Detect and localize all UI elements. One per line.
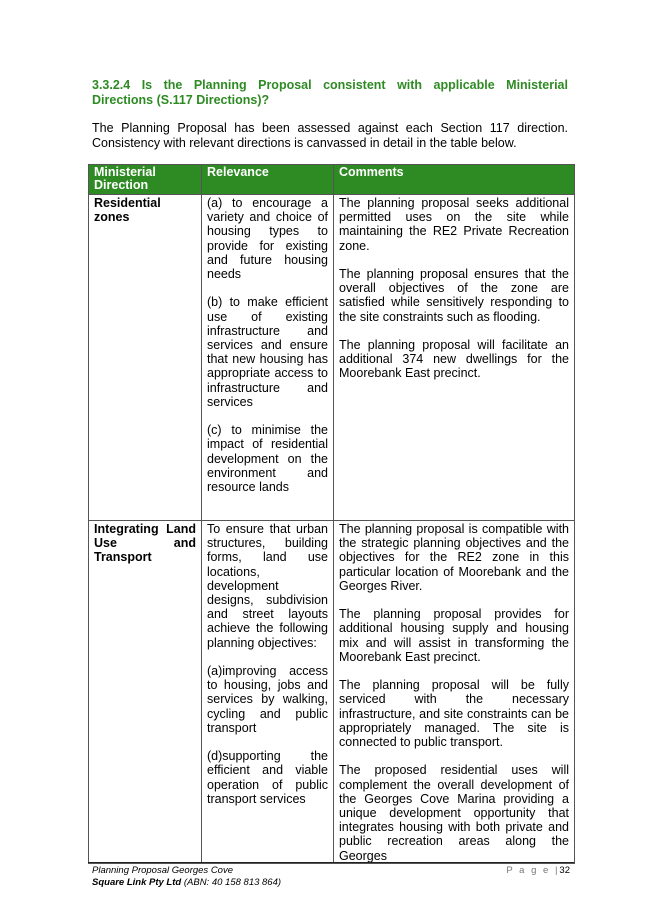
table-header-row — [89, 165, 575, 195]
table-row — [89, 521, 575, 864]
relevance-paragraph: To ensure that urban structures, building forms, land use locations, development designs, subdivision and street layouts achieve the following planning objectives: — [207, 522, 328, 650]
comment-paragraph: The planning proposal seeks additional permitted uses on the site while maintaining the RE2 Private Recreation zone. — [339, 196, 569, 253]
ministerial-directions-table — [88, 164, 575, 864]
footer-company — [92, 877, 281, 888]
footer-company-name: Square Link Pty Ltd — [92, 877, 182, 888]
relevance-paragraph: (a) to encourage a variety and choice of housing types to provide for existing and future housing needs — [207, 196, 328, 282]
footer-page-number — [506, 865, 570, 876]
header-ministerial-direction: Ministerial Direction — [89, 165, 202, 195]
footer-page-value: 32 — [559, 865, 570, 876]
header-comments: Comments — [334, 165, 575, 195]
footer-page-label: P a g e | — [506, 865, 560, 876]
relevance-paragraph: (c) to minimise the impact of residential development on the environment and resource lands — [207, 423, 328, 495]
table-row — [89, 195, 575, 521]
comment-paragraph: The planning proposal provides for additional housing supply and housing mix and will assist in transforming the Moorebank East precinct. — [339, 607, 569, 664]
header-relevance: Relevance — [202, 165, 334, 195]
intro-paragraph: The Planning Proposal has been assessed against each Section 117 direction. Consistency with relevant directions is canvassed in detail in the table below. — [92, 121, 568, 150]
footer-divider — [88, 862, 574, 863]
comment-paragraph: The planning proposal is compatible with the strategic planning objectives and the objectives for the RE2 zone in this particular location of Moorebank and the Georges River. — [339, 522, 569, 593]
direction-cell: Integrating Land Use and Transport — [89, 521, 202, 864]
comments-cell — [334, 521, 575, 864]
relevance-paragraph: (a)improving access to housing, jobs and services by walking, cycling and public transport — [207, 664, 328, 735]
relevance-cell — [202, 521, 334, 864]
comments-cell — [334, 195, 575, 521]
direction-cell: Residential zones — [89, 195, 202, 521]
relevance-paragraph: (b) to make efficient use of existing infrastructure and services and ensure that new housing has appropriate access to infrastructure and services — [207, 295, 328, 409]
comment-paragraph: The planning proposal will be fully serviced with the necessary infrastructure, and site constraints can be appropriately managed. The site is connected to public transport. — [339, 678, 569, 750]
comment-paragraph: The planning proposal ensures that the overall objectives of the zone are satisfied while sensitively responding to the site constraints such as flooding. — [339, 267, 569, 324]
comment-paragraph: The planning proposal will facilitate an additional 374 new dwellings for the Moorebank East precinct. — [339, 338, 569, 381]
comment-paragraph: The proposed residential uses will complement the overall development of the Georges Cove Marina providing a unique development opportunity that integrates housing with both private and public recreation areas along the Georges — [339, 763, 569, 863]
relevance-paragraph: (d)supporting the efficient and viable operation of public transport services — [207, 749, 328, 806]
relevance-cell — [202, 195, 334, 521]
footer-document-title: Planning Proposal Georges Cove — [92, 865, 234, 876]
section-heading: 3.3.2.4 Is the Planning Proposal consistent with applicable Ministerial Directions (S.117 Directions)? — [92, 78, 568, 107]
footer-abn: (ABN: 40 158 813 864) — [183, 877, 282, 888]
